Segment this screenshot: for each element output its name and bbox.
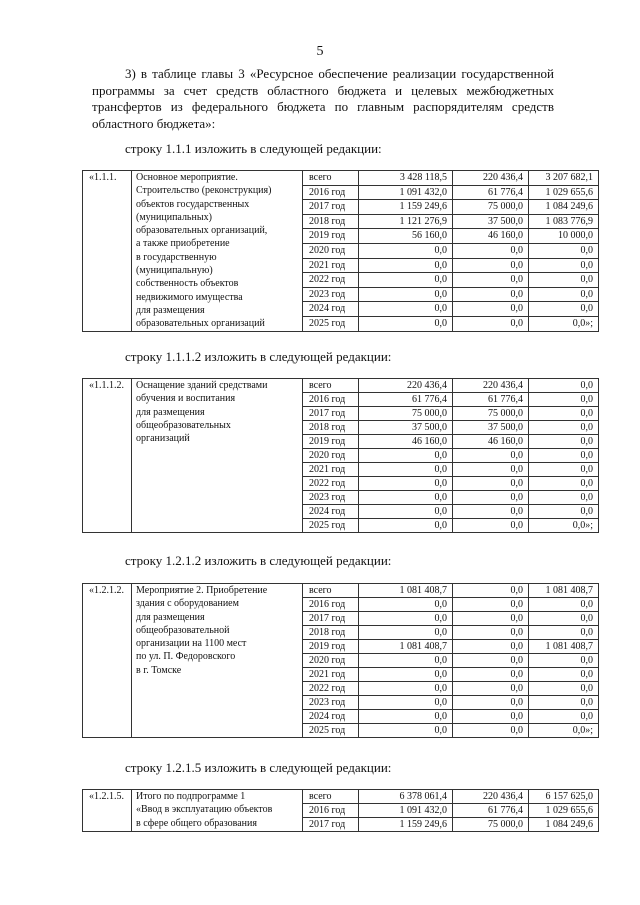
- amount-cell: 0,0: [359, 710, 453, 724]
- amount-cell: 0,0: [529, 612, 599, 626]
- amount-cell: 1 084 249,6: [529, 818, 599, 832]
- period-cell: 2019 год: [303, 640, 359, 654]
- amount-cell: 0,0: [359, 243, 453, 258]
- amount-cell: 220 436,4: [453, 171, 529, 186]
- period-cell: всего: [303, 584, 359, 598]
- amount-cell: 0,0: [359, 668, 453, 682]
- amount-cell: 0,0: [453, 696, 529, 710]
- period-cell: 2017 год: [303, 407, 359, 421]
- amount-cell: 75 000,0: [453, 407, 529, 421]
- period-cell: 2017 год: [303, 200, 359, 215]
- amount-cell: 0,0: [453, 612, 529, 626]
- amount-cell: 0,0: [529, 682, 599, 696]
- row-code: «1.1.1.2.: [83, 379, 132, 533]
- amount-cell: 0,0: [359, 491, 453, 505]
- period-cell: 2016 год: [303, 185, 359, 200]
- amount-cell: 75 000,0: [359, 407, 453, 421]
- amount-cell: 0,0: [453, 584, 529, 598]
- period-cell: 2023 год: [303, 491, 359, 505]
- amount-cell: 1 029 655,6: [529, 185, 599, 200]
- row-code: «1.1.1.: [83, 171, 132, 332]
- amount-cell: 0,0: [453, 519, 529, 533]
- period-cell: 2021 год: [303, 463, 359, 477]
- amount-cell: 0,0: [529, 598, 599, 612]
- amendment-caption: строку 1.2.1.5 изложить в следующей редакции:: [125, 760, 392, 775]
- amount-cell: 0,0: [453, 463, 529, 477]
- amount-cell: 0,0: [529, 449, 599, 463]
- amount-cell: 0,0: [359, 696, 453, 710]
- amount-cell: 3 428 118,5: [359, 171, 453, 186]
- amount-cell: 0,0: [529, 626, 599, 640]
- amount-cell: 0,0: [453, 316, 529, 331]
- amount-cell: 1 081 408,7: [359, 584, 453, 598]
- amount-cell: 0,0: [529, 302, 599, 317]
- period-cell: 2022 год: [303, 477, 359, 491]
- period-cell: 2017 год: [303, 612, 359, 626]
- period-cell: 2022 год: [303, 273, 359, 288]
- row-code: «1.2.1.5.: [83, 790, 132, 832]
- amount-cell: 0,0: [359, 612, 453, 626]
- amount-cell: 220 436,4: [453, 790, 529, 804]
- amount-cell: 0,0: [529, 491, 599, 505]
- amendment-caption: строку 1.2.1.2 изложить в следующей редакции:: [125, 553, 392, 568]
- budget-table: [82, 378, 599, 533]
- amount-cell: 0,0: [529, 668, 599, 682]
- activity-name: Мероприятие 2. Приобретение здания с оборудованием для размещения общеобразовательной организации на 1100 мест по ул. П. Федоровского в г. Томске: [132, 584, 303, 738]
- activity-name: Основное мероприятие. Строительство (реконструкция) объектов государственных (муниципальных) образовательных организаций, а также приобретение в государственную (муниципальную) собственность объектов недвижимого имущества для размещения образовательных организаций: [132, 171, 303, 332]
- amount-cell: 0,0: [453, 302, 529, 317]
- amount-cell: 0,0: [453, 724, 529, 738]
- period-cell: 2019 год: [303, 435, 359, 449]
- amount-cell: 0,0: [529, 477, 599, 491]
- amount-cell: 56 160,0: [359, 229, 453, 244]
- amount-cell: 61 776,4: [359, 393, 453, 407]
- table-row: [83, 584, 599, 598]
- amount-cell: 0,0: [529, 287, 599, 302]
- budget-table: [82, 170, 599, 332]
- budget-table: [82, 789, 599, 832]
- period-cell: 2021 год: [303, 668, 359, 682]
- amount-cell: 0,0: [529, 696, 599, 710]
- period-cell: 2020 год: [303, 654, 359, 668]
- amount-cell: 0,0: [529, 505, 599, 519]
- amount-cell: 0,0: [359, 258, 453, 273]
- amount-cell: 0,0: [529, 421, 599, 435]
- activity-name: Итого по подпрограмме 1 «Ввод в эксплуатацию объектов в сфере общего образования: [132, 790, 303, 832]
- amount-cell: 0,0: [453, 491, 529, 505]
- period-cell: 2022 год: [303, 682, 359, 696]
- amount-cell: 1 091 432,0: [359, 804, 453, 818]
- period-cell: 2024 год: [303, 505, 359, 519]
- amount-cell: 0,0: [529, 273, 599, 288]
- amount-cell: 220 436,4: [453, 379, 529, 393]
- period-cell: 2020 год: [303, 243, 359, 258]
- amount-cell: 0,0: [529, 379, 599, 393]
- amount-cell: 0,0: [529, 407, 599, 421]
- amount-cell: 0,0: [453, 273, 529, 288]
- amount-cell: 1 121 276,9: [359, 214, 453, 229]
- amount-cell: 0,0: [453, 682, 529, 696]
- amount-cell: 61 776,4: [453, 185, 529, 200]
- amount-cell: 75 000,0: [453, 818, 529, 832]
- period-cell: 2025 год: [303, 724, 359, 738]
- amount-cell: 0,0: [529, 654, 599, 668]
- period-cell: 2023 год: [303, 287, 359, 302]
- period-cell: 2024 год: [303, 302, 359, 317]
- period-cell: 2016 год: [303, 598, 359, 612]
- amount-cell: 0,0: [529, 393, 599, 407]
- amount-cell: 0,0: [453, 477, 529, 491]
- period-cell: 2017 год: [303, 818, 359, 832]
- period-cell: 2025 год: [303, 316, 359, 331]
- row-code: «1.2.1.2.: [83, 584, 132, 738]
- amount-cell: 0,0: [359, 273, 453, 288]
- intro-paragraph: [92, 66, 554, 132]
- amount-cell: 46 160,0: [453, 435, 529, 449]
- period-cell: 2018 год: [303, 626, 359, 640]
- amount-cell: 0,0: [453, 626, 529, 640]
- amount-cell: 0,0: [359, 302, 453, 317]
- amount-cell: 3 207 682,1: [529, 171, 599, 186]
- amount-cell: 0,0: [529, 258, 599, 273]
- period-cell: всего: [303, 379, 359, 393]
- amount-cell: 0,0»;: [529, 316, 599, 331]
- page-number: 5: [316, 44, 324, 59]
- amount-cell: 10 000,0: [529, 229, 599, 244]
- amount-cell: 0,0: [359, 519, 453, 533]
- amount-cell: 0,0: [359, 449, 453, 463]
- period-cell: 2016 год: [303, 804, 359, 818]
- table-row: [83, 171, 599, 186]
- amount-cell: 1 083 776,9: [529, 214, 599, 229]
- amount-cell: 0,0: [359, 682, 453, 696]
- amendment-caption: строку 1.1.1 изложить в следующей редакции:: [125, 141, 382, 156]
- amount-cell: 0,0: [453, 654, 529, 668]
- amount-cell: 37 500,0: [453, 214, 529, 229]
- amount-cell: 0,0: [453, 640, 529, 654]
- table-row: [83, 379, 599, 393]
- amount-cell: 0,0: [359, 287, 453, 302]
- period-cell: 2025 год: [303, 519, 359, 533]
- period-cell: 2018 год: [303, 421, 359, 435]
- amount-cell: 1 081 408,7: [529, 584, 599, 598]
- amount-cell: 0,0: [453, 287, 529, 302]
- amount-cell: 0,0: [453, 449, 529, 463]
- amount-cell: 220 436,4: [359, 379, 453, 393]
- amount-cell: 0,0: [453, 598, 529, 612]
- amount-cell: 0,0: [359, 505, 453, 519]
- amount-cell: 0,0: [453, 258, 529, 273]
- amount-cell: 1 091 432,0: [359, 185, 453, 200]
- amount-cell: 46 160,0: [359, 435, 453, 449]
- amount-cell: 1 159 249,6: [359, 200, 453, 215]
- amount-cell: 0,0: [529, 243, 599, 258]
- intro-text: 3) в таблице главы 3 «Ресурсное обеспечение реализации государственной программы за счет средств областного бюджета и целевых межбюджетных трансфертов из федерального бюджета по главным распорядителям средств областного бюджета»:: [92, 66, 554, 131]
- activity-name: Оснащение зданий средствами обучения и воспитания для размещения общеобразовательных организаций: [132, 379, 303, 533]
- amount-cell: 61 776,4: [453, 804, 529, 818]
- amount-cell: 0,0: [359, 316, 453, 331]
- amount-cell: 1 081 408,7: [359, 640, 453, 654]
- amount-cell: 0,0: [453, 505, 529, 519]
- amount-cell: 0,0: [453, 243, 529, 258]
- period-cell: 2024 год: [303, 710, 359, 724]
- amount-cell: 0,0: [359, 598, 453, 612]
- amount-cell: 0,0: [453, 668, 529, 682]
- period-cell: 2016 год: [303, 393, 359, 407]
- amount-cell: 37 500,0: [453, 421, 529, 435]
- amount-cell: 46 160,0: [453, 229, 529, 244]
- amount-cell: 0,0»;: [529, 519, 599, 533]
- amendment-caption: строку 1.1.1.2 изложить в следующей редакции:: [125, 349, 392, 364]
- period-cell: 2018 год: [303, 214, 359, 229]
- amount-cell: 1 081 408,7: [529, 640, 599, 654]
- period-cell: 2023 год: [303, 696, 359, 710]
- period-cell: всего: [303, 790, 359, 804]
- amount-cell: 1 084 249,6: [529, 200, 599, 215]
- period-cell: всего: [303, 171, 359, 186]
- amount-cell: 37 500,0: [359, 421, 453, 435]
- amount-cell: 0,0: [359, 463, 453, 477]
- amount-cell: 0,0: [529, 435, 599, 449]
- table-row: [83, 790, 599, 804]
- period-cell: 2021 год: [303, 258, 359, 273]
- amount-cell: 1 159 249,6: [359, 818, 453, 832]
- period-cell: 2019 год: [303, 229, 359, 244]
- amount-cell: 0,0: [529, 710, 599, 724]
- amount-cell: 6 157 625,0: [529, 790, 599, 804]
- budget-table: [82, 583, 599, 738]
- amount-cell: 0,0»;: [529, 724, 599, 738]
- amount-cell: 61 776,4: [453, 393, 529, 407]
- amount-cell: 0,0: [359, 724, 453, 738]
- amount-cell: 0,0: [529, 463, 599, 477]
- amount-cell: 75 000,0: [453, 200, 529, 215]
- amount-cell: 0,0: [359, 626, 453, 640]
- amount-cell: 0,0: [359, 654, 453, 668]
- amount-cell: 1 029 655,6: [529, 804, 599, 818]
- amount-cell: 0,0: [359, 477, 453, 491]
- period-cell: 2020 год: [303, 449, 359, 463]
- amount-cell: 0,0: [453, 710, 529, 724]
- amount-cell: 6 378 061,4: [359, 790, 453, 804]
